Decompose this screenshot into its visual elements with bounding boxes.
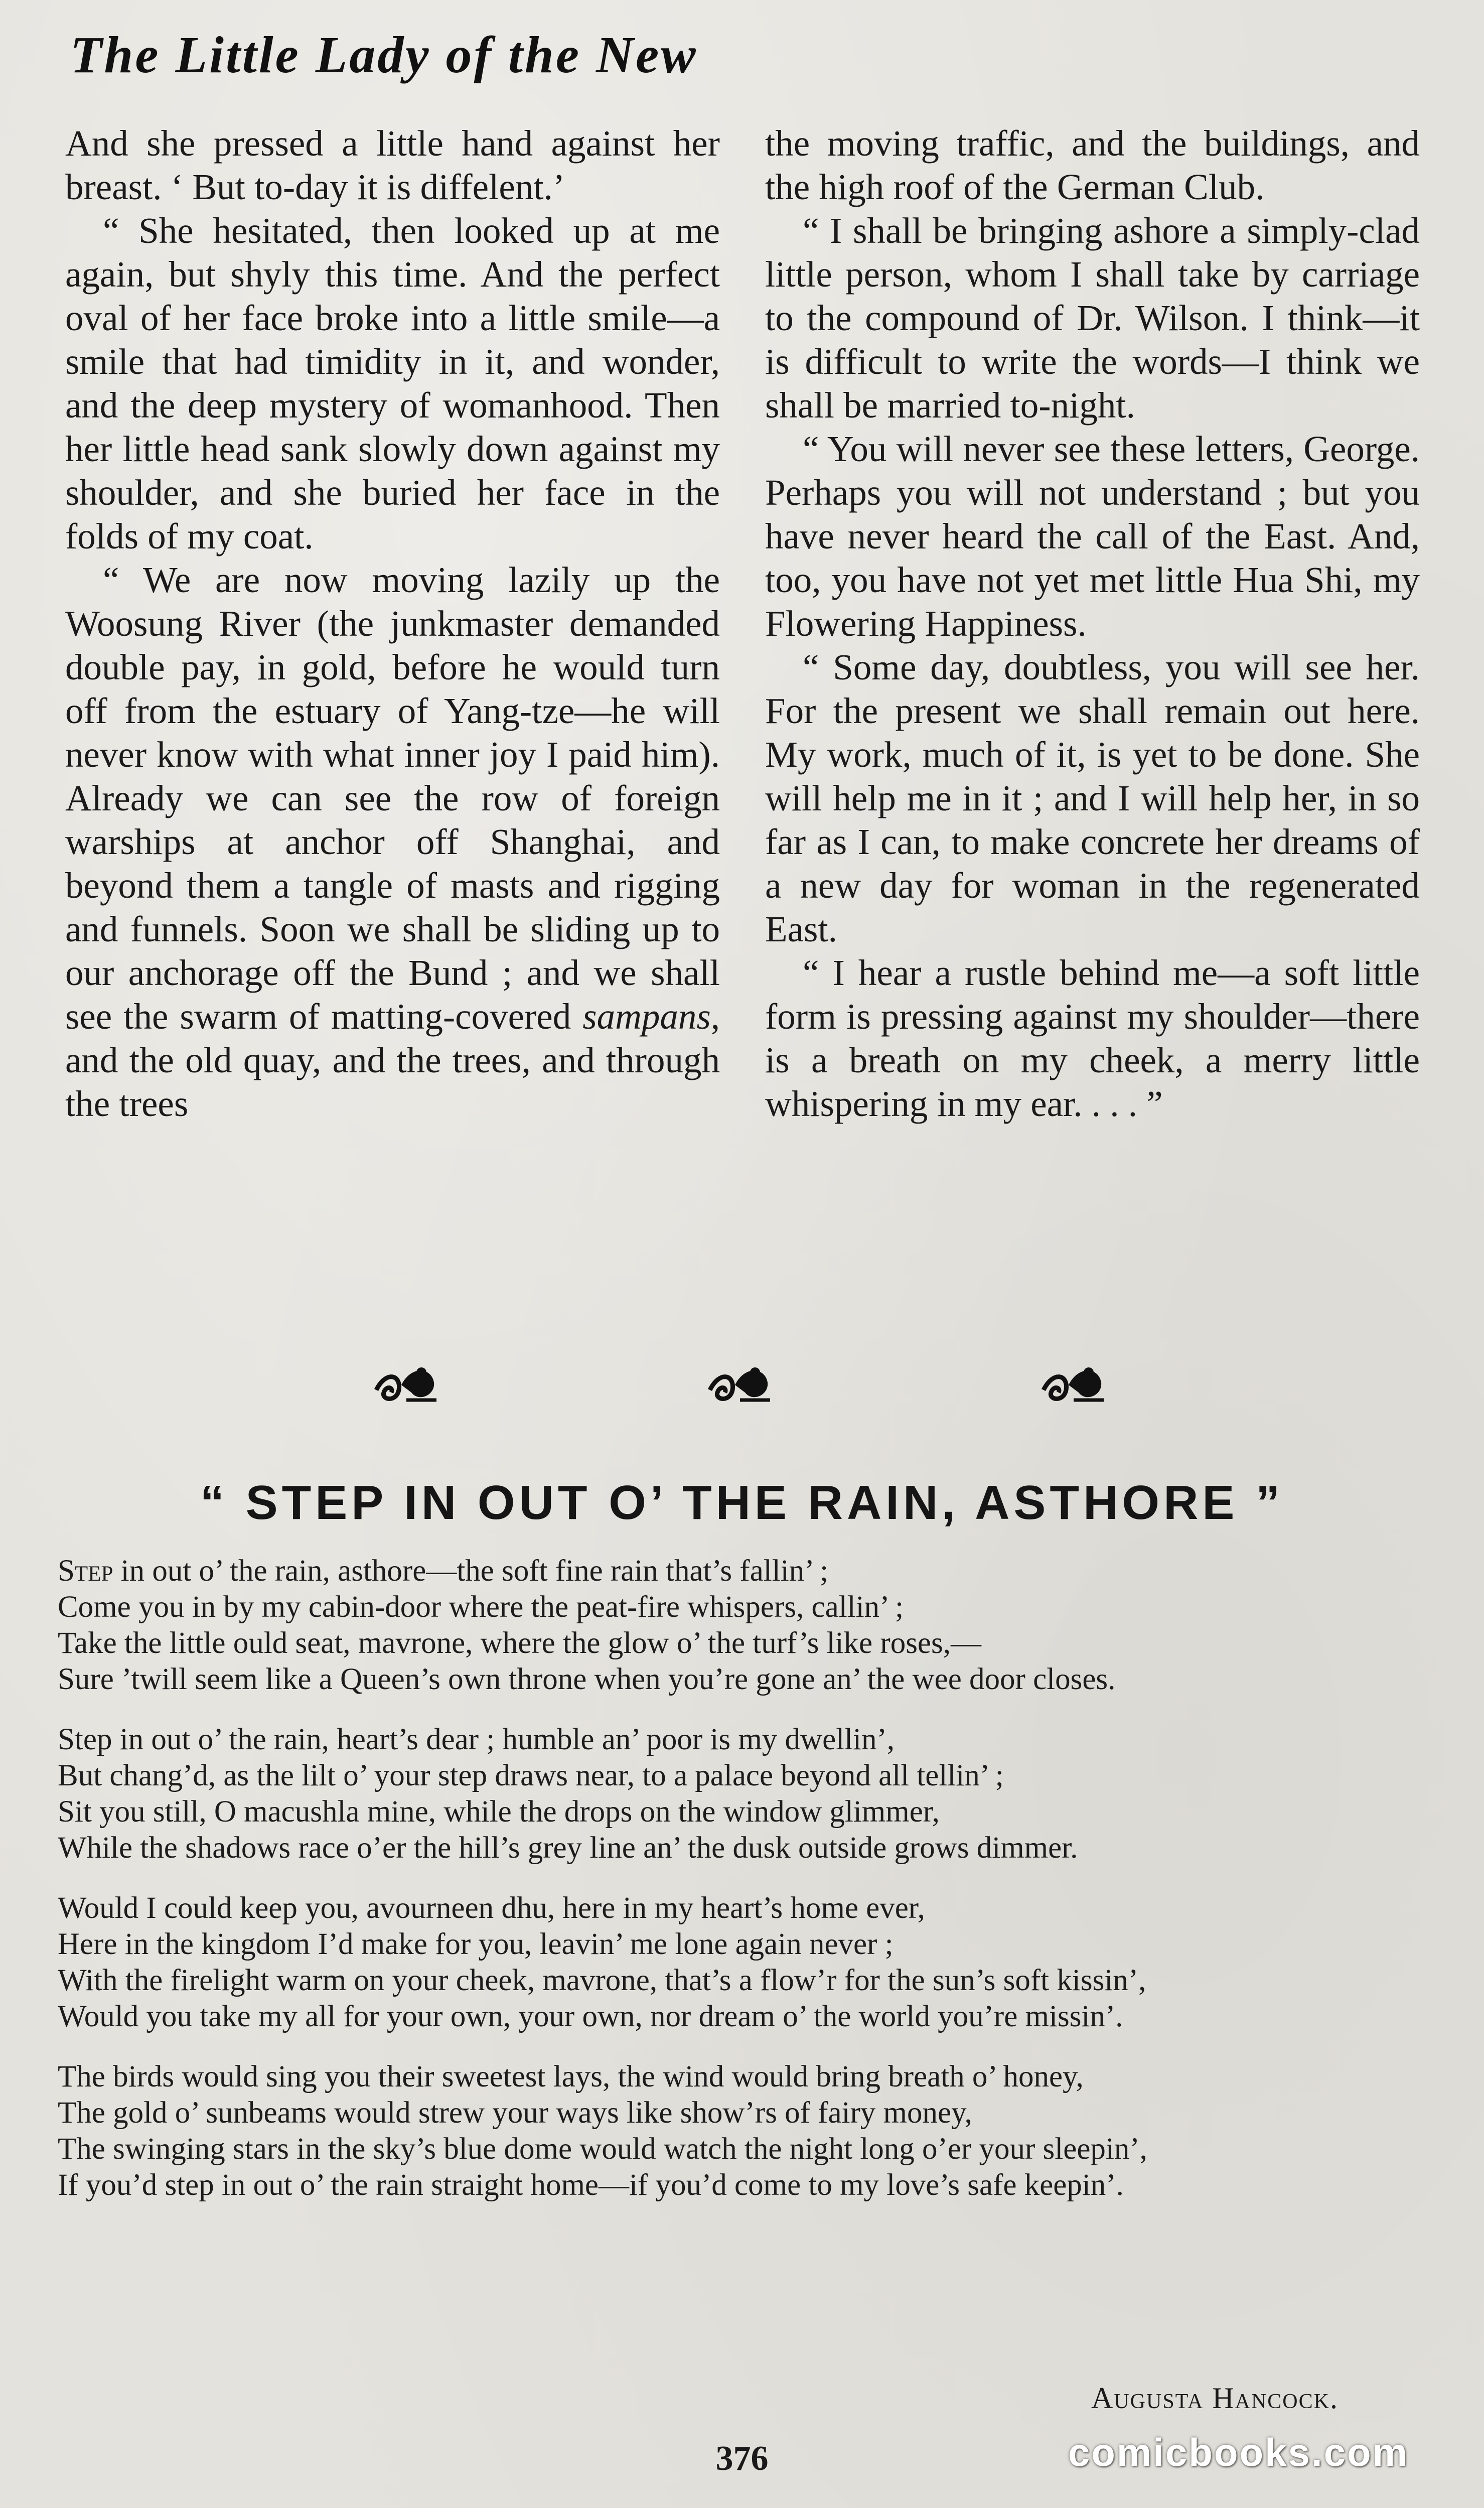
poem-line <box>58 1553 1412 1589</box>
paragraph: “ You will never see these letters, George. Perhaps you will not understand ; but you have never heard the call of the East. And, too, you have not yet met little Hua Shi, my Flowering Happiness. <box>765 429 1420 644</box>
poem-line: The gold o’ sunbeams would strew your ways like show’rs of fairy money, <box>58 2096 972 2130</box>
paragraph: “ She hesitated, then looked up at me again, but shyly this time. And the perfect oval of her face broke into a little smile—a smile that had timidity in it, and wonder, and the deep mystery of womanhood. Then her little head sank slowly down against my shoulder, and she buried her face in the folds of my coat. <box>65 210 720 556</box>
poem-line: Come you in by my cabin-door where the peat-fire whispers, callin’ ; <box>58 1590 904 1624</box>
paragraph: the moving traffic, and the buildings, and the high roof of the German Club. <box>765 123 1420 207</box>
paragraph: “ Some day, doubtless, you will see her. For the present we shall remain out here. My work, much of it, is yet to be done. She will help me in it ; and I will help her, in so far as I can, to make concrete her dreams of a new day for woman in the regenerated East. <box>765 647 1420 949</box>
left-column <box>65 121 720 1126</box>
poem-line: Step in out o’ the rain, heart’s dear ; humble an’ poor is my dwellin’, <box>58 1723 895 1756</box>
fleuron-ornament-icon <box>371 1355 441 1410</box>
poem-line: If you’d step in out o’ the rain straight home—if you’d come to my love’s safe keepin’. <box>58 2168 1124 2202</box>
poem-stanza <box>58 2059 1412 2203</box>
poem-line: Sit you still, O macushla mine, while the drops on the window glimmer, <box>58 1795 940 1829</box>
poem-line: Sure ’twill seem like a Queen’s own throne when you’re gone an’ the wee door closes. <box>58 1662 1116 1696</box>
poem-line: Would you take my all for your own, your own, nor dream o’ the world you’re missin’. <box>58 2000 1123 2033</box>
site-watermark: comicbooks.com <box>1068 2430 1409 2474</box>
poem-line: With the firelight warm on your cheek, mavrone, that’s a flow’r for the sun’s soft kissin’, <box>58 1964 1146 1997</box>
poem-author: Augusta Hancock. <box>1091 2382 1339 2415</box>
poem-stanza <box>58 1722 1412 1866</box>
poem-line-text: in out o’ the rain, asthore—the soft fine rain that’s fallin’ ; <box>113 1554 829 1588</box>
poem-body <box>58 1553 1412 2227</box>
paragraph: “ I shall be bringing ashore a simply-clad little person, whom I shall take by carriage to the compound of Dr. Wilson. I think—it is difficult to write the words—I think we shall be married to-night. <box>765 210 1420 426</box>
poem-line: The birds would sing you their sweetest lays, the wind would bring breath o’ honey, <box>58 2060 1084 2094</box>
section-divider <box>0 1355 1484 1415</box>
poem-line: Would I could keep you, avourneen dhu, here in my heart’s home ever, <box>58 1891 925 1925</box>
paragraph: And she pressed a little hand against her breast. ‘ But to-day it is diffelent.’ <box>65 123 720 207</box>
fleuron-ornament-icon <box>705 1355 775 1410</box>
poem-stanza <box>58 1890 1412 2035</box>
poem-first-word: Step <box>58 1554 113 1588</box>
right-column <box>765 121 1420 1126</box>
poem-line: Take the little ould seat, mavrone, where the glow o’ the turf’s like roses,— <box>58 1626 981 1660</box>
poem-line: While the shadows race o’er the hill’s grey line an’ the dusk outside grows dimmer. <box>58 1831 1078 1865</box>
page-number: 376 <box>715 2439 769 2478</box>
paragraph: “ We are now moving lazily up the Woosung River (the junkmaster demanded double pay, in gold, before he would turn off from the estuary of Yang-tze—he will never know with what inner joy I paid him). Already we can see the row of foreign warships at anchor off Shanghai, and beyond them a tangle of masts and rigging and funnels. Soon we shall be sliding up to our anchorage off the Bund ; and we shall see the swarm of matting-covered sampans, and the old quay, and the trees, and through the trees <box>65 560 720 1124</box>
poem-line: Here in the kingdom I’d make for you, leavin’ me lone again never ; <box>58 1927 894 1961</box>
poem-line: But chang’d, as the lilt o’ your step draws near, to a palace beyond all tellin’ ; <box>58 1759 1004 1792</box>
poem-stanza <box>58 1553 1412 1698</box>
fleuron-ornament-icon <box>1038 1355 1109 1410</box>
paragraph: “ I hear a rustle behind me—a soft little form is pressing against my shoulder—there is a breath on my cheek, a merry little whispering in my ear. . . . ” <box>765 952 1420 1124</box>
poem-line: The swinging stars in the sky’s blue dome would watch the night long o’er your sleepin’, <box>58 2132 1147 2166</box>
running-head: The Little Lady of the New <box>70 26 698 84</box>
poem-title: “ STEP IN OUT O’ THE RAIN, ASTHORE ” <box>200 1476 1284 1529</box>
